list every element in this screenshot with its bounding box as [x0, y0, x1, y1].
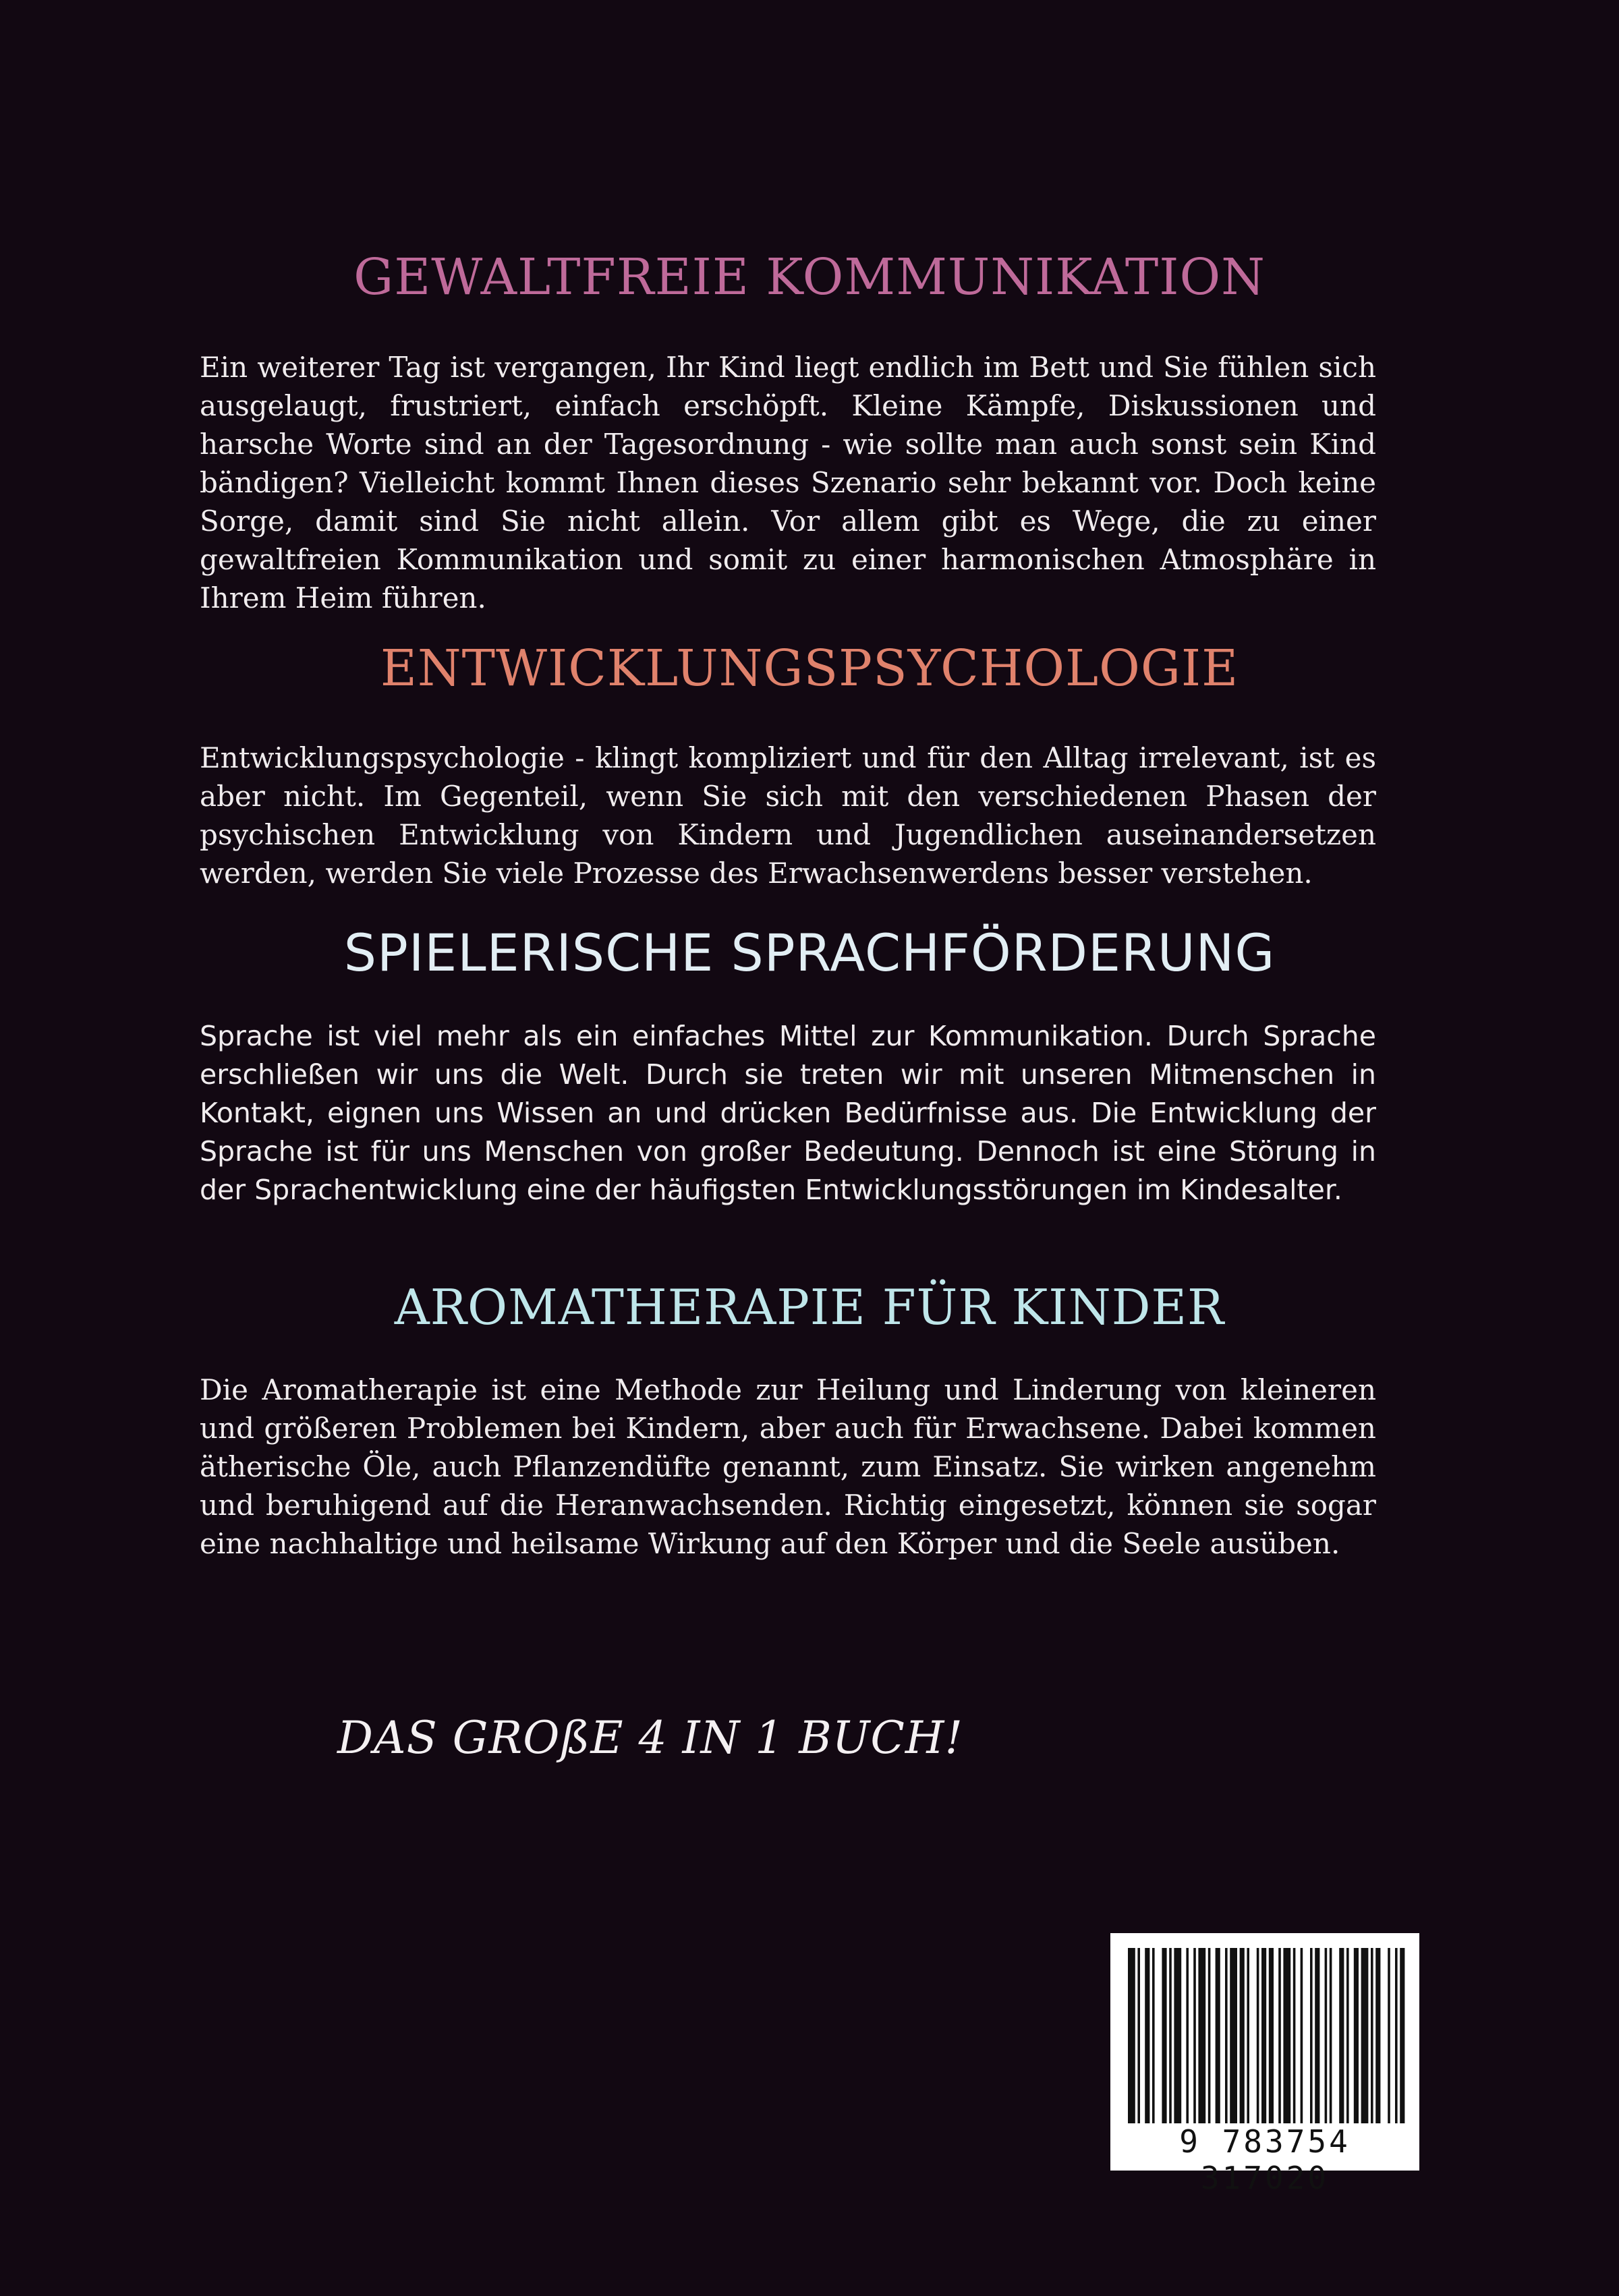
- barcode-bar: [1354, 1948, 1359, 2123]
- barcode-bar: [1174, 1948, 1181, 2123]
- barcode-bar: [1186, 1948, 1189, 2123]
- barcode-bar: [1145, 1948, 1149, 2123]
- barcode-bar: [1230, 1948, 1237, 2123]
- barcode-bar: [1162, 1948, 1166, 2123]
- barcode-bar: [1330, 1948, 1332, 2123]
- section-heading-entwicklungspsychologie: ENTWICKLUNGSPSYCHOLOGIE: [380, 639, 1239, 697]
- barcode-bar: [1293, 1948, 1296, 2123]
- barcode-bar: [1400, 1948, 1404, 2123]
- section-heading-aromatherapie: AROMATHERAPIE FÜR KINDER: [394, 1279, 1225, 1336]
- barcode-bar: [1315, 1948, 1319, 2123]
- barcode-bar: [1257, 1948, 1259, 2123]
- barcode-bar: [1375, 1948, 1380, 2123]
- section-heading-gewaltfreie-kommunikation: GEWALTFREIE KOMMUNIKATION: [353, 248, 1266, 306]
- barcode-bar: [1247, 1948, 1249, 2123]
- barcode-bar: [1301, 1948, 1303, 2123]
- barcode-bar: [1261, 1948, 1266, 2123]
- isbn-barcode: [1110, 1933, 1419, 2196]
- barcode-bar: [1198, 1948, 1205, 2123]
- barcode-bar: [1169, 1948, 1172, 2123]
- section-text-entwicklungspsychologie: Entwicklungspsychologie - klingt kompliziert und für den Alltag irrelevant, ist es aber nicht. Im Gegenteil, wenn Sie sich mit den verschiedenen Phasen der psychischen Entwicklung von Kindern und Jugendlichen auseinandersetzen werden, werden Sie viele Prozesse des Erwachsenwerdens besser verstehen.: [200, 741, 1376, 890]
- barcode-bar: [1339, 1948, 1344, 2123]
- barcode-bar: [1208, 1948, 1211, 2123]
- barcode-bar: [1216, 1948, 1220, 2123]
- barcode-bar: [1225, 1948, 1228, 2123]
- barcode-bar: [1361, 1948, 1369, 2123]
- barcode-bar: [1128, 1948, 1135, 2123]
- section-text-aromatherapie: Die Aromatherapie ist eine Methode zur Heilung und Linderung von kleineren und größeren Problemen bei Kindern, aber auch für Erwachsene. Dabei kommen ätherische Öle, auch Pflanzendüfte genannt, zum Einsatz. Sie wirken angenehm und beruhigend auf die Heranwachsenden. Richtig eingesetzt, können sie sogar eine nachhaltige und heilsame Wirkung auf den Körper und die Seele ausüben.: [200, 1373, 1376, 1560]
- barcode-bar: [1269, 1948, 1274, 2123]
- tagline: DAS GROßE 4 IN 1 BUCH!: [337, 1712, 963, 1764]
- barcode-bar: [1283, 1948, 1290, 2123]
- barcode-bar: [1310, 1948, 1313, 2123]
- barcode-bar: [1325, 1948, 1328, 2123]
- barcode-bar: [1388, 1948, 1390, 2123]
- section-heading-sprachfoerderung: SPIELERISCHE SPRACHFÖRDERUNG: [343, 923, 1276, 983]
- barcode-bar: [1371, 1948, 1373, 2123]
- section-text-sprachfoerderung: Sprache ist viel mehr als ein einfaches Mittel zur Kommunikation. Durch Sprache erschließen wir uns die Welt. Durch sie treten wir mit unseren Mitmenschen in Kontakt, eignen uns Wissen an und drücken Bedürfnisse aus. Die Entwicklung der Sprache ist für uns Menschen von großer Bedeutung. Dennoch ist eine Störung in der Sprachentwicklung eine der häufigsten Entwicklungsstörungen im Kindesalter.: [200, 1020, 1376, 1206]
- isbn-digits: 9 783754 317020: [1179, 2123, 1351, 2196]
- barcode-bar: [1193, 1948, 1196, 2123]
- barcode-bar: [1346, 1948, 1349, 2123]
- barcode-bar: [1278, 1948, 1281, 2123]
- section-text-gewaltfreie-kommunikation: Ein weiterer Tag ist vergangen, Ihr Kind liegt endlich im Bett und Sie fühlen sich ausgelaugt, frustriert, einfach erschöpft. Kleine Kämpfe, Diskussionen und harsche Worte sind an der Tagesordnung - wie sollte man auch sonst sein Kind bändigen? Vielleicht kommt Ihnen dieses Szenario sehr bekannt vor. Doch keine Sorge, damit sind Sie nicht allein. Vor allem gibt es Wege, die zu einer gewaltfreien Kommunikation und somit zu einer harmonischen Atmosphäre in Ihrem Heim führen.: [200, 351, 1376, 614]
- barcode-bar: [1137, 1948, 1140, 2123]
- barcode-bar: [1240, 1948, 1245, 2123]
- barcode-bar: [1395, 1948, 1398, 2123]
- barcode-bar: [1152, 1948, 1155, 2123]
- barcode-bars: [1110, 1933, 1419, 2129]
